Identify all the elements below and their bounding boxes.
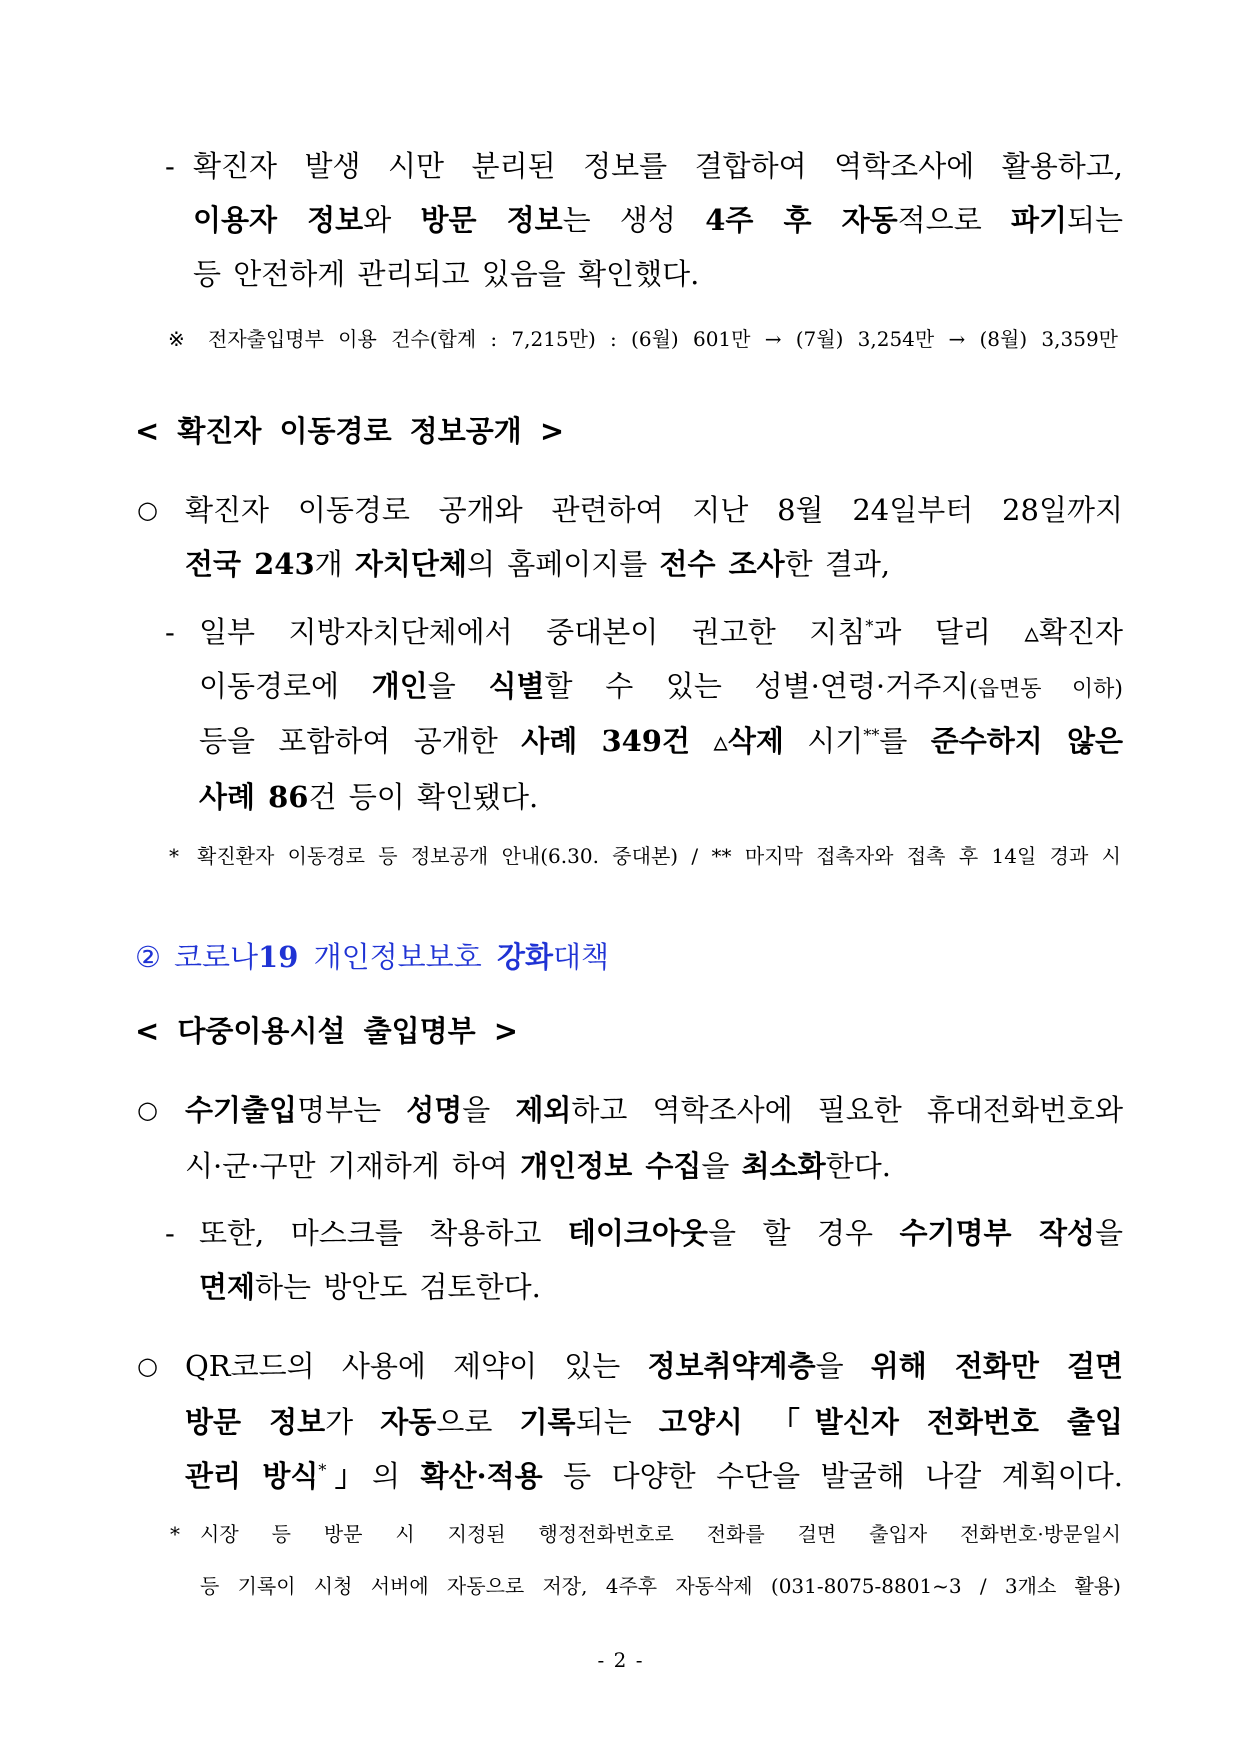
text-run: 할 수 있는 성별·연령·거주지: [544, 669, 970, 703]
text-run: 등 안전하게 관리되고 있음을 확인했다.: [193, 257, 700, 291]
text-line: [185, 1146, 1123, 1186]
text-line: [185, 1346, 1123, 1386]
text-run: 되는: [575, 1405, 659, 1439]
circle-bullet: ○: [137, 1096, 158, 1124]
circle-bullet: ○: [137, 496, 158, 524]
section-number: ②: [135, 940, 161, 974]
text-run: 하는 방안도 검토한다.: [255, 1270, 541, 1304]
text-run: 등 다양한 수단을 발굴해 나갈 계획이다.: [542, 1459, 1123, 1493]
text-line: [185, 544, 1123, 584]
bold-text-run: 사례 86: [199, 780, 309, 814]
text-line: [193, 200, 1123, 240]
text-run: 확진환자 이동경로 등 정보공개 안내(6.30. 중대본) / ** 마지막 접촉자와 접촉 후 14일 경과 시: [197, 844, 1121, 868]
text-run: 을 할 경우: [707, 1216, 900, 1250]
superscript-mark: **: [863, 725, 880, 745]
text-run: 는 생성: [562, 203, 706, 237]
bold-text-run: 고양시 「발신자 전화번호 출입: [658, 1405, 1123, 1439]
bold-text-run: 방문 정보: [420, 203, 563, 237]
bold-text-run: 사례 349건: [521, 724, 690, 758]
text-run: 대책: [552, 940, 609, 974]
bold-text-run: 개인: [371, 669, 428, 703]
text-run: 시기: [783, 724, 864, 758]
reference-mark: ※: [168, 327, 185, 351]
bold-text-run: 기록: [519, 1405, 576, 1439]
text-line: [185, 1456, 1123, 1496]
bold-text-run: 정보취약계층: [647, 1349, 816, 1383]
section-title: [174, 937, 874, 977]
bold-text-run: 테이크아웃: [567, 1216, 708, 1250]
text-run: 전자출입명부 이용 건수(합계 : 7,215만) : (6월) 601만 → (7월) 3,254만 → (8월) 3,359만: [208, 327, 1118, 351]
superscript-mark: *: [865, 616, 874, 636]
dash-bullet: -: [165, 1216, 175, 1250]
bold-text-run: 관리 방식: [185, 1459, 319, 1493]
text-run: 시장 등 방문 시 지정된 행정전화번호로 전화를 걸면 출입자 전화번호·방문일시: [200, 1522, 1121, 1546]
text-run: < 확진자 이동경로 정보공개 >: [135, 414, 565, 448]
text-run: 확진자 이동경로 공개와 관련하여 지난 8월 24일부터 28일까지: [185, 493, 1123, 527]
bold-text-run: 방문 정보: [185, 1405, 326, 1439]
footnote-line: [197, 836, 1121, 876]
bold-text-run: 전수 조사: [659, 547, 785, 581]
bold-text-run: 이용자 정보: [193, 203, 364, 237]
text-run: ▵: [690, 724, 728, 758]
bold-text-run: 삭제: [727, 724, 784, 758]
text-run: 시·군·구만 기재하게 하여: [185, 1149, 521, 1183]
text-run: 등을 포함하여 공개한: [199, 724, 522, 758]
text-run: 개: [314, 547, 355, 581]
bold-text-run: 개인정보 수집: [520, 1149, 702, 1183]
text-run: 의 홈페이지를: [466, 547, 660, 581]
text-line: [185, 1090, 1123, 1130]
text-run: 개인정보보호: [298, 940, 497, 974]
text-run: 또한, 마스크를 착용하고: [199, 1216, 568, 1250]
text-line: [199, 1213, 1123, 1253]
text-run: QR코드의 사용에 제약이 있는: [185, 1349, 648, 1383]
text-run: 적으로: [897, 203, 1011, 237]
subsection-heading-entry-log: [135, 1011, 835, 1051]
page-number: - 2 -: [597, 1648, 643, 1672]
text-run: 이동경로에: [199, 669, 372, 703]
text-run: 확진자 발생 시만 분리된 정보를 결합하여 역학조사에 활용하고,: [193, 149, 1123, 183]
text-run: < 다중이용시설 출입명부 >: [135, 1014, 519, 1048]
text-run: 를: [879, 724, 931, 758]
bold-text-run: 수기명부 작성: [899, 1216, 1095, 1250]
text-run: 하고 역학조사에 필요한 휴대전화번호와: [571, 1093, 1123, 1127]
text-line: [199, 721, 1123, 761]
bold-text-run: 제외: [515, 1093, 572, 1127]
text-run: 한다.: [825, 1149, 891, 1183]
text-line: [193, 254, 1123, 294]
text-run: 명부는: [297, 1093, 407, 1127]
bold-text-run: 」: [326, 1459, 372, 1493]
bold-text-run: 확산·적용: [420, 1459, 543, 1493]
text-run: 일부 지방자치단체에서 중대본이 권고한 지침: [199, 615, 866, 649]
text-line: [199, 666, 1123, 706]
text-run: 을: [462, 1093, 516, 1127]
dash-bullet: -: [165, 149, 175, 183]
text-run: 와: [363, 203, 421, 237]
bold-text-run: 강화: [496, 940, 553, 974]
bold-text-run: 19: [258, 940, 299, 974]
bold-text-run: 수기출입: [185, 1093, 298, 1127]
superscript-mark: *: [318, 1460, 327, 1480]
bold-text-run: 파기: [1010, 203, 1067, 237]
text-run: 을: [815, 1349, 871, 1383]
bold-text-run: 면제: [199, 1270, 256, 1304]
text-run: 가: [325, 1405, 381, 1439]
footnote-asterisk: *: [169, 844, 179, 868]
text-run: 을: [1094, 1216, 1123, 1250]
text-run: 코로나: [174, 940, 259, 974]
small-text-run: (읍면동 이하): [969, 677, 1123, 702]
bold-text-run: 4주 후 자동: [705, 203, 898, 237]
bold-text-run: 준수하지 않은: [930, 724, 1123, 758]
text-run: 등 기록이 시청 서버에 자동으로 저장, 4주후 자동삭제 (031-8075-8801~3 / 3개소 활용): [200, 1574, 1121, 1598]
bold-text-run: 자치단체: [354, 547, 467, 581]
text-line: [199, 1267, 1123, 1307]
bold-text-run: 성명: [406, 1093, 463, 1127]
bold-text-run: 전국 243: [185, 547, 315, 581]
text-line: [185, 490, 1123, 530]
note-line: [208, 319, 1118, 359]
text-line: [185, 1402, 1123, 1442]
text-line: [199, 777, 1123, 817]
text-run: 을: [427, 669, 489, 703]
footnote-asterisk: *: [170, 1522, 180, 1546]
footnote-line: [200, 1514, 1121, 1554]
text-run: 의: [371, 1459, 421, 1493]
text-line: [193, 146, 1123, 186]
text-run: 건 등이 확인됐다.: [308, 780, 539, 814]
text-run: 한 결과,: [784, 547, 891, 581]
bold-text-run: 식별: [488, 669, 545, 703]
text-run: 을: [701, 1149, 742, 1183]
text-line: [199, 612, 1123, 652]
text-run: 과 달리 ▵확진자: [873, 615, 1123, 649]
circle-bullet: ○: [137, 1352, 158, 1380]
bold-text-run: 자동: [380, 1405, 437, 1439]
subsection-heading-route-disclosure: [135, 411, 835, 451]
text-run: 되는: [1067, 203, 1123, 237]
bold-text-run: 최소화: [741, 1149, 826, 1183]
text-run: 으로: [436, 1405, 520, 1439]
bold-text-run: 위해 전화만 걸면: [870, 1349, 1123, 1383]
dash-bullet: -: [165, 615, 175, 649]
footnote-line: [200, 1566, 1121, 1606]
